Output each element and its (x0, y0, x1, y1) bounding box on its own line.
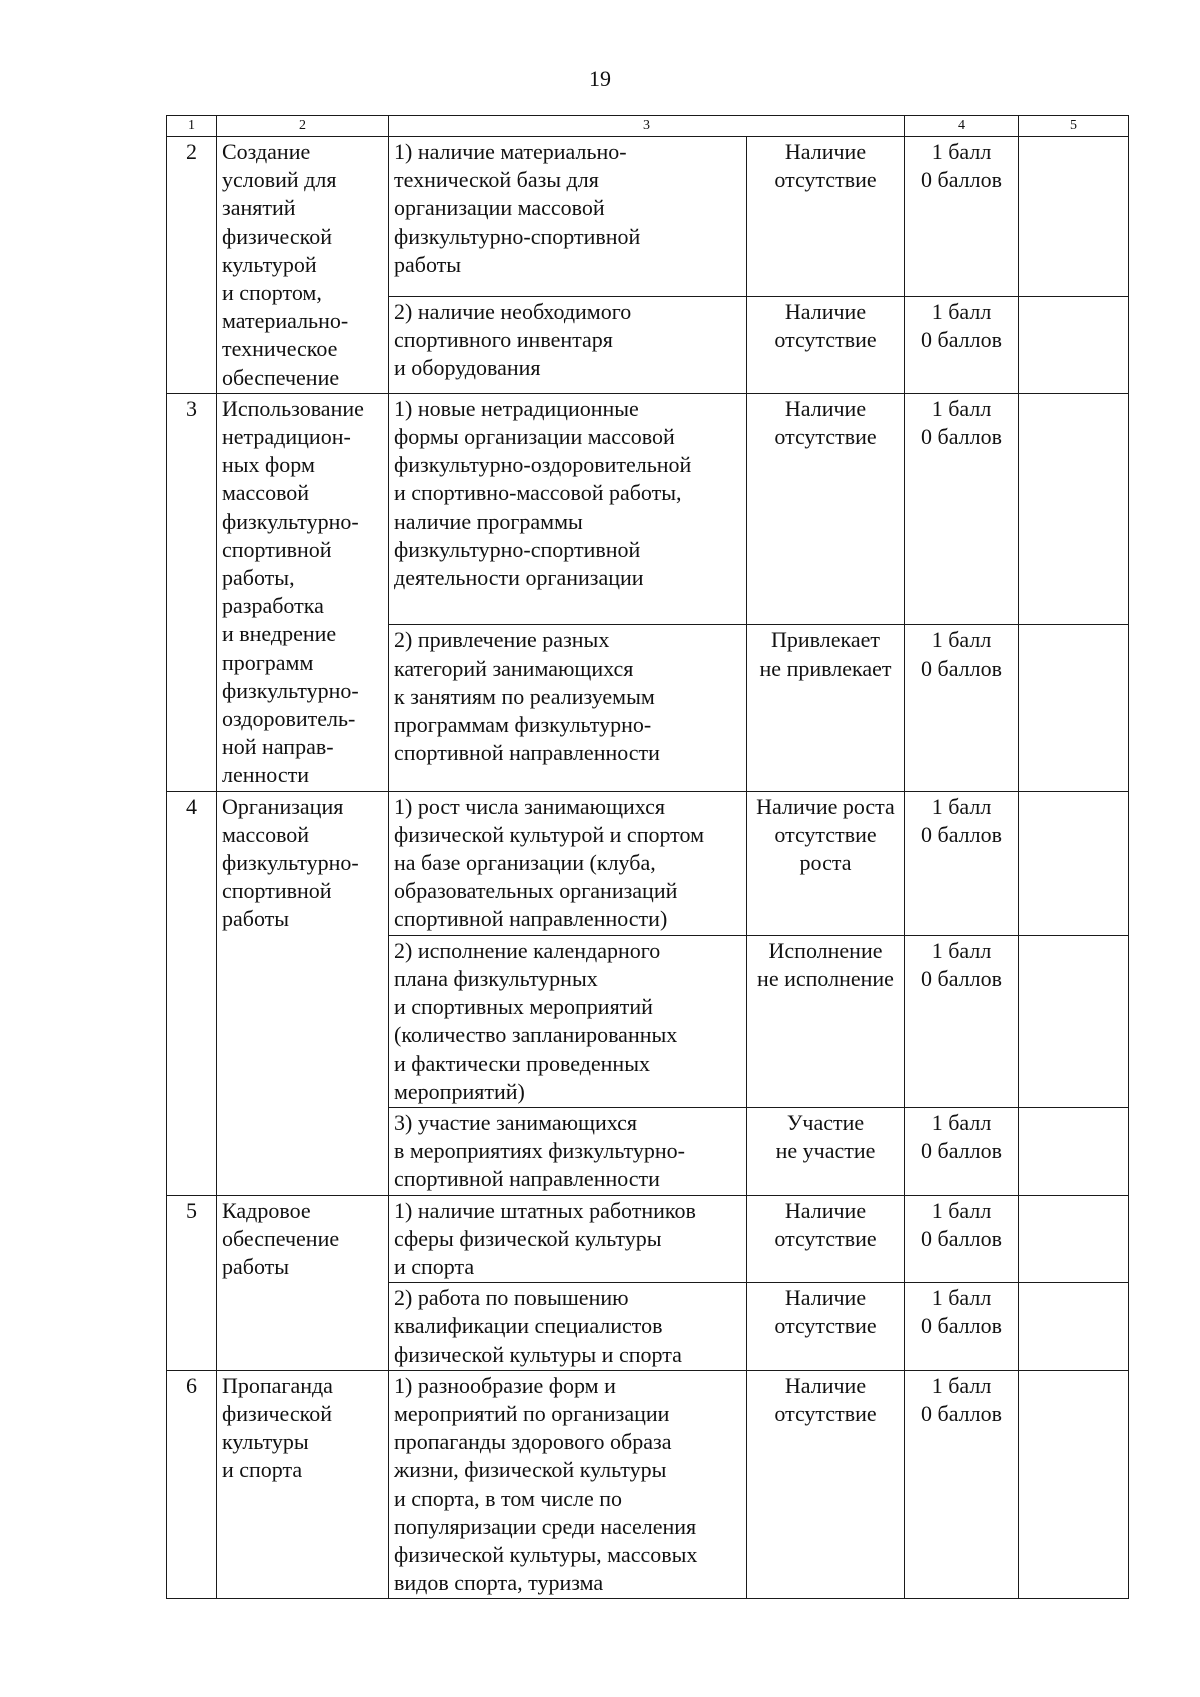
indicator-text: 2) наличие необходимого спортивного инвентаря и оборудования (389, 296, 747, 393)
section-number: 6 (167, 1370, 217, 1599)
column-5-cell (1019, 1195, 1129, 1283)
criterion: Наличие отсутствие (747, 1283, 905, 1371)
score: 1 балл 0 баллов (905, 1370, 1019, 1599)
indicator-text: 2) привлечение разных категорий занимающихся к занятиям по реализуемым программам физкультурно- спортивной направленности (389, 625, 747, 791)
criterion: Наличие отсутствие (747, 137, 905, 297)
column-number: 3 (389, 116, 905, 137)
criteria-table-body (167, 116, 1129, 1599)
score: 1 балл 0 баллов (905, 625, 1019, 791)
criterion: Участие не участие (747, 1107, 905, 1195)
criterion: Наличие отсутствие (747, 1195, 905, 1283)
indicator-text: 1) рост числа занимающихся физической культурой и спортом на базе организации (клуба, образовательных организаций спортивной направленности) (389, 791, 747, 935)
column-number: 4 (905, 116, 1019, 137)
column-5-cell (1019, 791, 1129, 935)
column-number: 2 (217, 116, 389, 137)
indicator-text: 1) наличие штатных работников сферы физической культуры и спорта (389, 1195, 747, 1283)
column-5-cell (1019, 1107, 1129, 1195)
criteria-table (166, 115, 1129, 1599)
column-5-cell (1019, 935, 1129, 1107)
section-number: 3 (167, 393, 217, 791)
indicator-text: 3) участие занимающихся в мероприятиях физкультурно- спортивной направленности (389, 1107, 747, 1195)
score: 1 балл 0 баллов (905, 791, 1019, 935)
criterion: Наличие отсутствие (747, 393, 905, 624)
column-5-cell (1019, 625, 1129, 791)
criterion: Привлекает не привлекает (747, 625, 905, 791)
column-number: 1 (167, 116, 217, 137)
column-5-cell (1019, 296, 1129, 393)
indicator-text: 1) новые нетрадиционные формы организации массовой физкультурно-оздоровительной и спортивно-массовой работы, наличие программы физкультурно-спортивной деятельности организации (389, 393, 747, 624)
indicator-text: 2) работа по повышению квалификации специалистов физической культуры и спорта (389, 1283, 747, 1371)
table-row (167, 1195, 1129, 1283)
table-row (167, 137, 1129, 297)
section-name: Использование нетрадицион- ных форм массовой физкультурно- спортивной работы, разработка и внедрение программ физкультурно- оздоровитель- ной направ- ленности (217, 393, 389, 791)
criterion: Наличие отсутствие (747, 296, 905, 393)
section-name: Организация массовой физкультурно- спортивной работы (217, 791, 389, 1195)
criterion: Наличие отсутствие (747, 1370, 905, 1599)
criterion: Наличие роста отсутствие роста (747, 791, 905, 935)
column-number: 5 (1019, 116, 1129, 137)
score: 1 балл 0 баллов (905, 1283, 1019, 1371)
column-5-cell (1019, 1370, 1129, 1599)
score: 1 балл 0 баллов (905, 935, 1019, 1107)
section-number: 5 (167, 1195, 217, 1370)
indicator-text: 1) наличие материально- технической базы для организации массовой физкультурно-спортивной работы (389, 137, 747, 297)
column-5-cell (1019, 1283, 1129, 1371)
column-5-cell (1019, 137, 1129, 297)
section-name: Пропаганда физической культуры и спорта (217, 1370, 389, 1599)
section-name: Создание условий для занятий физической культурой и спортом, материально- техническое обеспечение (217, 137, 389, 394)
table-row (167, 393, 1129, 624)
column-5-cell (1019, 393, 1129, 624)
table-row (167, 791, 1129, 935)
score: 1 балл 0 баллов (905, 296, 1019, 393)
page-number: 19 (589, 66, 611, 91)
criterion: Исполнение не исполнение (747, 935, 905, 1107)
section-name: Кадровое обеспечение работы (217, 1195, 389, 1370)
indicator-text: 1) разнообразие форм и мероприятий по организации пропаганды здорового образа жизни, физической культуры и спорта, в том числе по популяризации среди населения физической культуры, массовых видов спорта, туризма (389, 1370, 747, 1599)
table-row (167, 1370, 1129, 1599)
score: 1 балл 0 баллов (905, 1107, 1019, 1195)
score: 1 балл 0 баллов (905, 1195, 1019, 1283)
column-number-row (167, 116, 1129, 137)
section-number: 2 (167, 137, 217, 394)
score: 1 балл 0 баллов (905, 137, 1019, 297)
section-number: 4 (167, 791, 217, 1195)
score: 1 балл 0 баллов (905, 393, 1019, 624)
indicator-text: 2) исполнение календарного плана физкультурных и спортивных мероприятий (количество запланированных и фактически проведенных мероприятий) (389, 935, 747, 1107)
